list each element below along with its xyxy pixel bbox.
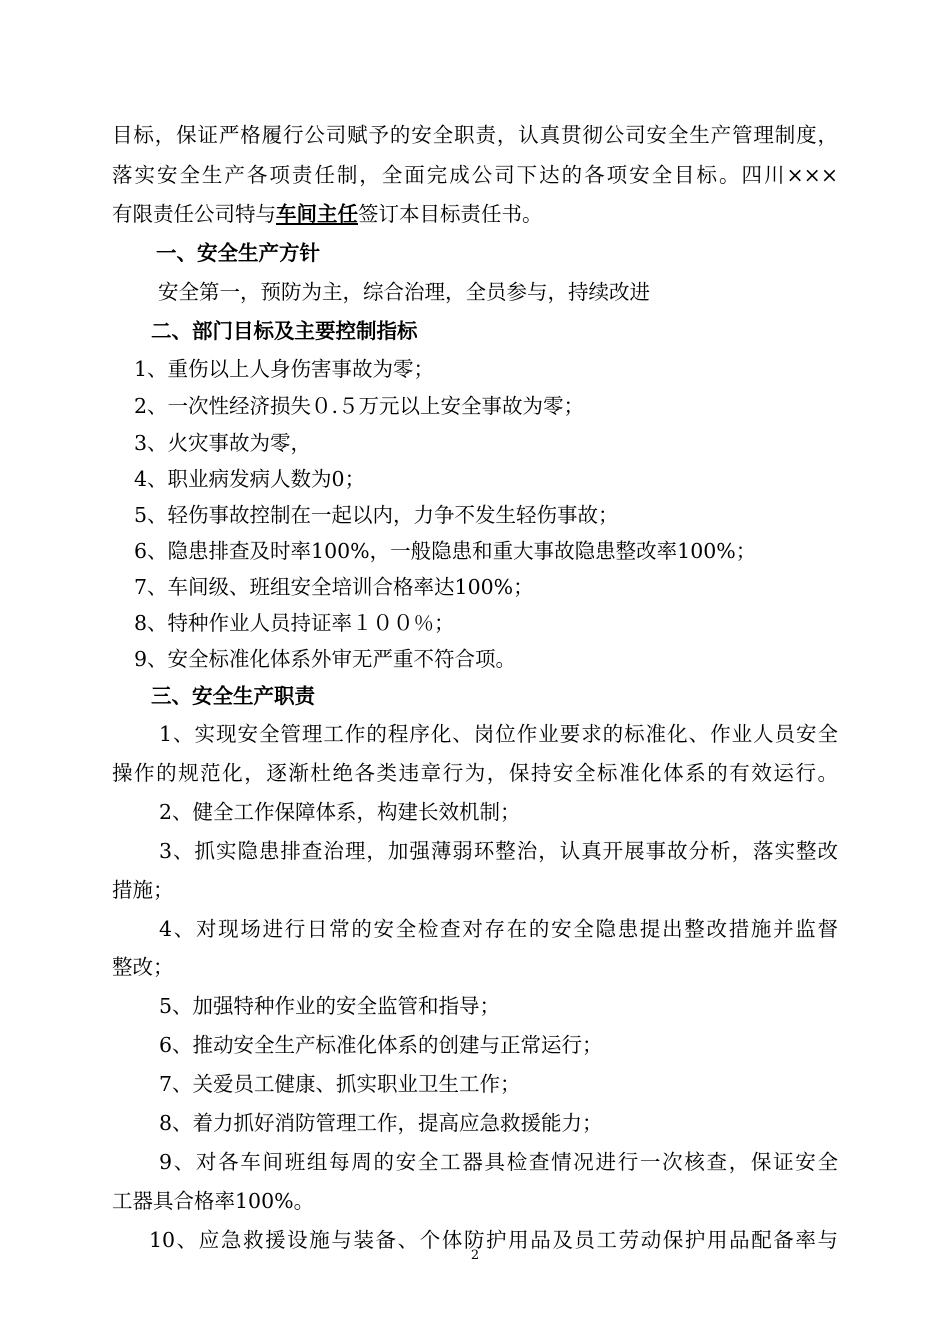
signatory-title: 车间主任 [276, 202, 358, 226]
section3-item-3-line-1: 3、抓实隐患排查治理，加强薄弱环整治，认真开展事故分析，落实整改 [159, 839, 838, 863]
section3-item-10-line-1: 10、应急救援设施与装备、个体防护用品及员工劳动保护用品配备率与 [149, 1228, 838, 1252]
section3-item-2: 2、健全工作保障体系，构建长效机制； [159, 800, 521, 824]
section3-item-4-line-1: 4、对现场进行日常的安全检查对存在的安全隐患提出整改措施并监督 [159, 917, 838, 941]
intro-line-3-prefix: 有限责任公司特与 [112, 202, 276, 226]
section2-item-6: 6、隐患排查及时率100%，一般隐患和重大事故隐患整改率100%； [134, 539, 757, 563]
section3-item-1-line-2: 操作的规范化，逐渐杜绝各类违章行为，保持安全标准化体系的有效运行。 [112, 761, 838, 785]
section3-item-4-line-2: 整改； [112, 955, 174, 979]
section2-item-9: 9、安全标准化体系外审无严重不符合项。 [134, 647, 517, 671]
section3-item-8: 8、着力抓好消防管理工作，提高应急救援能力； [159, 1111, 603, 1135]
section3-item-5: 5、加强特种作业的安全监管和指导； [159, 994, 501, 1018]
intro-line-3-suffix: 签订本目标责任书。 [358, 202, 543, 226]
section3-heading: 三、安全生产职责 [151, 684, 315, 708]
section3-item-7: 7、关爱员工健康、抓实职业卫生工作； [159, 1072, 521, 1096]
section2-item-2: 2、一次性经济损失０.５万元以上安全事故为零； [134, 394, 585, 418]
section2-item-4: 4、职业病发病人数为0； [134, 467, 366, 491]
section3-item-3-line-2: 措施； [112, 878, 174, 902]
section2-item-7: 7、车间级、班组安全培训合格率达100%； [134, 575, 534, 599]
section2-item-1: 1、重伤以上人身伤害事故为零； [134, 357, 435, 381]
section3-item-9-line-1: 9、对各车间班组每周的安全工器具检查情况进行一次核查，保证安全 [159, 1150, 838, 1174]
section1-text: 安全第一，预防为主，综合治理，全员参与，持续改进 [158, 280, 650, 304]
section1-heading: 一、安全生产方针 [156, 241, 320, 265]
section3-item-1-line-1: 1、实现安全管理工作的程序化、岗位作业要求的标准化、作业人员安全 [159, 722, 838, 746]
section2-heading: 二、部门目标及主要控制指标 [151, 319, 418, 343]
intro-line-3 [112, 200, 543, 228]
page-number: 2 [470, 1248, 480, 1263]
section2-item-8: 8、特种作业人员持证率１００％； [134, 611, 455, 635]
intro-line-2: 落实安全生产各项责任制，全面完成公司下达的各项安全目标。四川××× [112, 163, 838, 187]
intro-line-1: 目标，保证严格履行公司赋予的安全职责，认真贯彻公司安全生产管理制度， [112, 123, 838, 147]
section2-item-3: 3、火灾事故为零， [134, 431, 312, 455]
section2-item-5: 5、轻伤事故控制在一起以内，力争不发生轻伤事故； [134, 503, 619, 527]
section3-item-9-line-2: 工器具合格率100%。 [112, 1189, 315, 1213]
section3-item-6: 6、推动安全生产标准化体系的创建与正常运行； [159, 1033, 603, 1057]
